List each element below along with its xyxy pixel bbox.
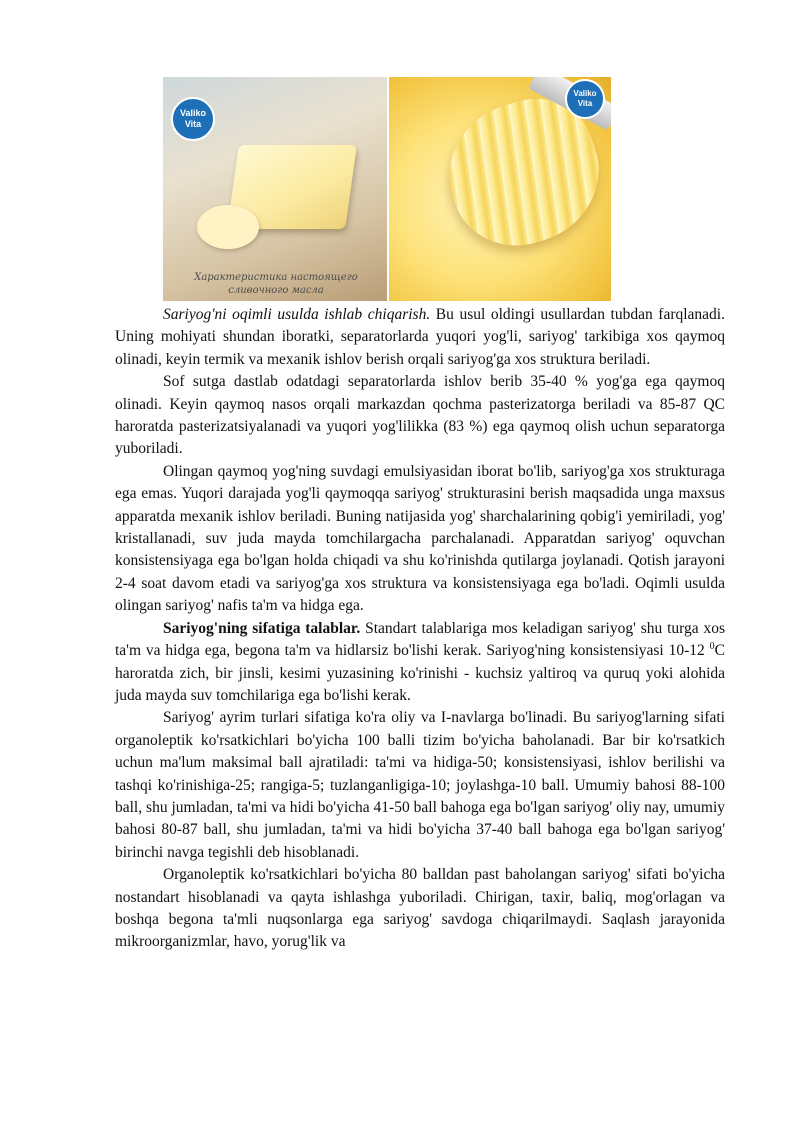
butter-package-photo: [163, 77, 387, 301]
brand-logo: Valiko Vita: [171, 97, 215, 141]
degree-superscript: 0: [709, 640, 715, 652]
butter-curl-photo: [389, 77, 611, 301]
paragraph-text: Bu usul oldingi usullardan tubdan farqlanadi. Uning mohiyati shundan iboratki, separatorlarda yuqori yog'li, sariyog' tarkibiga xos qaymoq olinadi, keyin termik va mexanik ishlov berish orqali sariyog'ga xos struktura beriladi.: [115, 306, 725, 368]
paragraph: [115, 304, 725, 371]
paragraph-text: Standart talablariga mos keladigan sariyog' shu turga xos ta'm va hidga ega, begona ta'm va hidlarsiz bo'lishi kerak. Sariyog'ning konsistensiyasi 10-12: [115, 619, 725, 660]
butter-slice-shape: [197, 205, 259, 249]
paragraph: Sariyog' ayrim turlari sifatiga ko'ra oliy va I-navlarga bo'linadi. Bu sariyog'larning sifati organoleptik ko'rsatkichlari bo'yicha 100 balli tizim bo'yicha baholanadi. Bar bir ko'rsatkich uchun ma'lum maksimal ball ajratiladi: ta'mi va hidiga-50; konsistensiyasi, ishlov berilishi va tashqi ko'rinishiga-25; rangiga-5; tuzlanganligiga-10; joylashga-10 ball. Umumiy bahosi 88-100 ball, shu jumladan, ta'mi va hidi bo'yicha 41-50 ball bahoga ega bo'lgan sariyog' oliy nay, umumiy bahosi 80-87 ball, shu jumladan, ta'mi va hidi bo'yicha 37-40 ball bahoga ega bo'lgan sariyog' birinchi navga tegishli deb hisoblanadi.: [115, 709, 725, 861]
photo-caption: Характеристика настоящего сливочного масла: [194, 272, 358, 296]
body-text: [115, 304, 725, 954]
section-heading: Sariyog'ning sifatiga talablar.: [163, 619, 361, 637]
paragraph: [115, 618, 725, 708]
illustration-row: [163, 77, 611, 301]
paragraph: Sof sutga dastlab odatdagi separatorlarda ishlov berib 35-40 % yog'ga ega qaymoq olinadi. Keyin qaymoq nasos orqali markazdan qochma pasterizatorga beriladi va 85-87 QC haroratda pasterizatsiyalanadi va yuqori yog'lilikka (83 %) ega qaymoq olish uchun separatorga yuboriladi.: [115, 373, 725, 458]
brand-logo: Valiko Vita: [565, 79, 605, 119]
paragraph-text: C haroratda zich, bir jinsli, kesimi yuzasining ko'rinishi - kuchsiz yaltiroq va quruq yoki alohida juda mayda suv tomchilariga ega bo'lishi kerak.: [115, 642, 725, 704]
paragraph: Olingan qaymoq yog'ning suvdagi emulsiyasidan iborat bo'lib, sariyog'ga xos strukturaga ega emas. Yuqori darajada yog'li qaymoqqa sariyog' strukturasini berish maqsadida unga maxsus apparatda mexanik ishlov beriladi. Buning natijasida yog' sharchalarining qobig'i yemiriladi, yog' kristallanadi, suv juda mayda tomchilargacha parchalanadi. Apparatdan sariyog' oquvchan konsistensiyaga ega bo'lgan holda chiqadi va shu ko'rinishda qutilarga joylanadi. Qotish jarayoni 2-4 soat davom etadi va sariyog'ga xos struktura va konsistensiyaga ega bo'ladi. Oqimli usulda olingan sariyog' nafis ta'm va hidga ega.: [115, 462, 725, 615]
section-heading: Sariyog'ni oqimli usulda ishlab chiqarish.: [163, 306, 431, 323]
paragraph: Organoleptik ko'rsatkichlari bo'yicha 80 balldan past baholangan sariyog' sifati bo'yicha nostandart hisoblanadi va qayta ishlashga yuboriladi. Chirigan, taxir, baliq, mog'orlagan va boshqa begona ta'mli nuqsonlarga ega sariyog' savdoga chiqarilmaydi. Saqlash jarayonida mikroorganizmlar, havo, yorug'lik va: [115, 866, 725, 951]
